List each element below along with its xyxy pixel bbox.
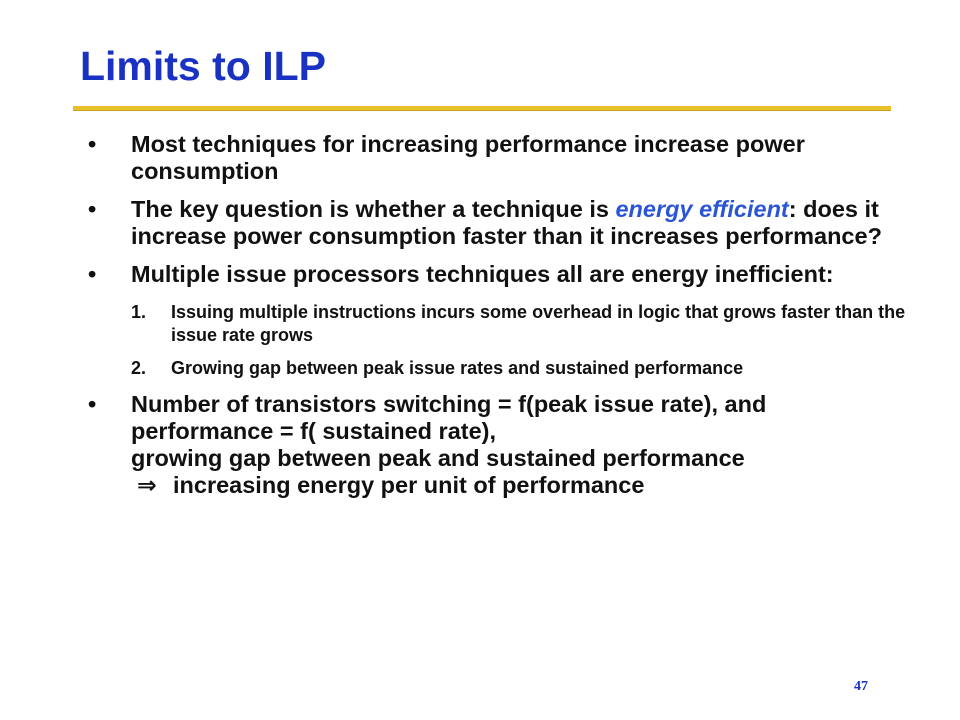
implies-arrow-icon: ⇒ [137,472,157,498]
bullet-text-start: The key question is whether a technique is [131,196,616,222]
bullet-text-line2: growing gap between peak and sustained performance [131,445,745,471]
bullet-text: Most techniques for increasing performance increase power consumption [131,131,805,184]
numbered-item [131,357,908,380]
bullet-text-line1: Number of transistors switching = f(peak issue rate), and performance = f( sustained rate), [131,391,767,444]
bullet-marker: • [88,131,97,157]
bullet-marker: • [88,391,97,417]
bullet-item [88,131,908,185]
numbered-sublist [131,301,908,380]
item-number: 2. [131,358,147,378]
bullet-text-line3: increasing energy per unit of performance [173,472,645,498]
item-text: Growing gap between peak issue rates and sustained performance [171,358,744,378]
bullet-list [88,131,908,510]
title-underline-shadow [73,110,891,111]
page-number: 47 [854,679,868,694]
bullet-item [88,261,908,380]
bullet-item [88,391,908,499]
highlighted-term: energy efficient [615,196,789,222]
numbered-item [131,301,908,347]
bullet-text: Multiple issue processors techniques all are energy inefficient: [131,261,834,287]
item-number: 1. [131,302,147,322]
slide-title: Limits to ILP [80,43,326,89]
item-text: Issuing multiple instructions incurs some overhead in logic that grows faster than the issue rate grows [171,302,906,345]
bullet-text-end: : does it increase power consumption faster than it increases performance? [131,196,882,249]
bullet-marker: • [88,196,97,222]
bullet-item [88,196,908,250]
bullet-marker: • [88,261,97,287]
